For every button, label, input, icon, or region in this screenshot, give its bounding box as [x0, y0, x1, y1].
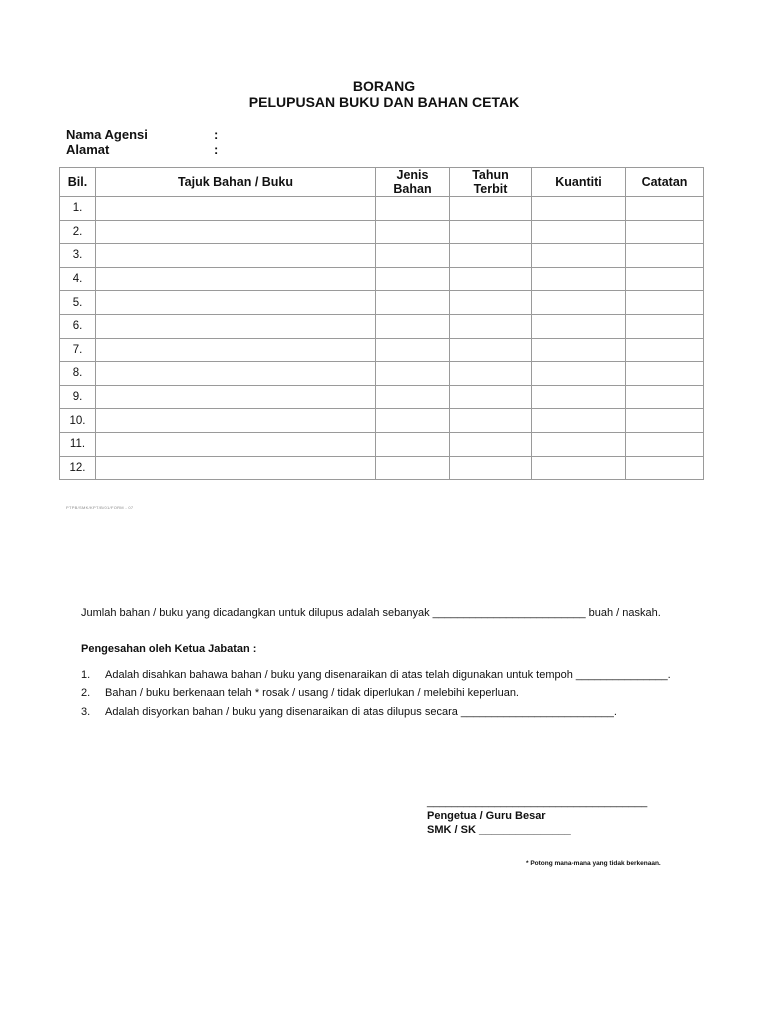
table-cell[interactable] — [96, 314, 376, 338]
table-cell[interactable] — [376, 220, 450, 244]
table-cell[interactable] — [532, 220, 626, 244]
table-cell[interactable] — [376, 244, 450, 268]
approval-item-text: Adalah disahkan bahawa bahan / buku yang disenaraikan di atas telah digunakan untuk tempoh _______________. — [105, 669, 671, 681]
table-cell[interactable] — [376, 267, 450, 291]
signature-title: Pengetua / Guru Besar — [427, 810, 546, 822]
address-colon: : — [214, 142, 219, 157]
agency-name-label: Nama Agensi — [66, 127, 148, 142]
table-cell[interactable] — [450, 267, 532, 291]
table-cell[interactable] — [376, 432, 450, 456]
table-cell[interactable] — [450, 338, 532, 362]
table-cell[interactable] — [376, 385, 450, 409]
table-cell[interactable] — [532, 291, 626, 315]
table-cell[interactable] — [532, 409, 626, 433]
table-cell[interactable] — [532, 244, 626, 268]
disposal-table — [59, 167, 704, 480]
table-cell[interactable] — [626, 385, 704, 409]
table-cell[interactable] — [450, 197, 532, 221]
form-subtitle: PELUPUSAN BUKU DAN BAHAN CETAK — [248, 94, 520, 110]
row-number: 7. — [60, 338, 96, 362]
table-cell[interactable] — [450, 432, 532, 456]
approval-item-text: Bahan / buku berkenaan telah * rosak / usang / tidak diperlukan / melebihi keperluan. — [105, 687, 519, 699]
table-cell[interactable] — [532, 267, 626, 291]
signature-line: ____________________________________ — [427, 796, 648, 808]
table-row — [60, 385, 704, 409]
col-header-number: Bil. — [60, 168, 96, 197]
row-number: 8. — [60, 362, 96, 386]
row-number: 10. — [60, 409, 96, 433]
row-number: 6. — [60, 314, 96, 338]
row-number: 4. — [60, 267, 96, 291]
table-cell[interactable] — [626, 291, 704, 315]
table-cell[interactable] — [626, 220, 704, 244]
table-cell[interactable] — [626, 267, 704, 291]
col-header-quantity: Kuantiti — [532, 168, 626, 197]
table-cell[interactable] — [96, 385, 376, 409]
table-cell[interactable] — [450, 291, 532, 315]
row-number: 9. — [60, 385, 96, 409]
table-row — [60, 244, 704, 268]
table-cell[interactable] — [626, 362, 704, 386]
col-header-title: Tajuk Bahan / Buku — [96, 168, 376, 197]
table-cell[interactable] — [532, 362, 626, 386]
row-number: 3. — [60, 244, 96, 268]
table-cell[interactable] — [450, 220, 532, 244]
signature-school: SMK / SK _______________ — [427, 824, 571, 836]
approval-item-number: 2. — [81, 687, 91, 699]
table-cell[interactable] — [532, 432, 626, 456]
form-code: PTPB/SMK/KPT/B/01/FORM - 07 — [66, 505, 134, 510]
row-number: 5. — [60, 291, 96, 315]
table-row — [60, 409, 704, 433]
approval-item-text: Adalah disyorkan bahan / buku yang disenaraikan di atas dilupus secara _________________________. — [105, 706, 617, 718]
table-row — [60, 314, 704, 338]
table-cell[interactable] — [450, 409, 532, 433]
footnote: * Potong mana-mana yang tidak berkenaan. — [526, 860, 661, 867]
table-header-row — [60, 168, 704, 197]
table-cell[interactable] — [376, 338, 450, 362]
col-header-year: Tahun Terbit — [450, 168, 532, 197]
table-cell[interactable] — [532, 385, 626, 409]
table-cell[interactable] — [96, 409, 376, 433]
table-cell[interactable] — [376, 409, 450, 433]
table-cell[interactable] — [96, 456, 376, 480]
table-cell[interactable] — [96, 220, 376, 244]
table-cell[interactable] — [96, 338, 376, 362]
row-number: 1. — [60, 197, 96, 221]
table-cell[interactable] — [376, 291, 450, 315]
table-cell[interactable] — [626, 432, 704, 456]
table-cell[interactable] — [532, 338, 626, 362]
table-cell[interactable] — [626, 409, 704, 433]
table-cell[interactable] — [450, 456, 532, 480]
table-cell[interactable] — [376, 197, 450, 221]
table-cell[interactable] — [376, 362, 450, 386]
table-cell[interactable] — [626, 338, 704, 362]
approval-item-number: 1. — [81, 669, 91, 681]
table-cell[interactable] — [96, 244, 376, 268]
approval-item — [81, 687, 519, 699]
col-header-type: Jenis Bahan — [376, 168, 450, 197]
table-cell[interactable] — [532, 197, 626, 221]
table-cell[interactable] — [450, 385, 532, 409]
row-number: 2. — [60, 220, 96, 244]
approval-item — [81, 706, 617, 718]
table-cell[interactable] — [626, 197, 704, 221]
address-label: Alamat — [66, 142, 110, 157]
table-row — [60, 267, 704, 291]
table-cell[interactable] — [626, 456, 704, 480]
approval-item-number: 3. — [81, 706, 91, 718]
table-row — [60, 291, 704, 315]
table-row — [60, 362, 704, 386]
table-cell[interactable] — [96, 267, 376, 291]
table-cell[interactable] — [450, 244, 532, 268]
table-cell[interactable] — [532, 456, 626, 480]
table-cell[interactable] — [450, 314, 532, 338]
agency-name-colon: : — [214, 127, 219, 142]
table-row — [60, 197, 704, 221]
total-summary: Jumlah bahan / buku yang dicadangkan untuk dilupus adalah sebanyak _________________________ buah / naskah. — [81, 607, 661, 619]
table-cell[interactable] — [96, 291, 376, 315]
row-number: 11. — [60, 432, 96, 456]
address-row — [66, 142, 218, 157]
table-row — [60, 456, 704, 480]
table-cell[interactable] — [626, 244, 704, 268]
table-cell[interactable] — [626, 314, 704, 338]
table-cell[interactable] — [96, 362, 376, 386]
form-title: BORANG — [352, 78, 416, 94]
table-cell[interactable] — [96, 432, 376, 456]
agency-name-row — [66, 127, 218, 142]
table-cell[interactable] — [532, 314, 626, 338]
approval-item — [81, 669, 671, 681]
table-row — [60, 432, 704, 456]
table-row — [60, 338, 704, 362]
col-header-notes: Catatan — [626, 168, 704, 197]
row-number: 12. — [60, 456, 96, 480]
approval-heading: Pengesahan oleh Ketua Jabatan : — [81, 643, 257, 655]
table-cell[interactable] — [96, 197, 376, 221]
table-cell[interactable] — [376, 314, 450, 338]
table-row — [60, 220, 704, 244]
table-cell[interactable] — [376, 456, 450, 480]
table-cell[interactable] — [450, 362, 532, 386]
